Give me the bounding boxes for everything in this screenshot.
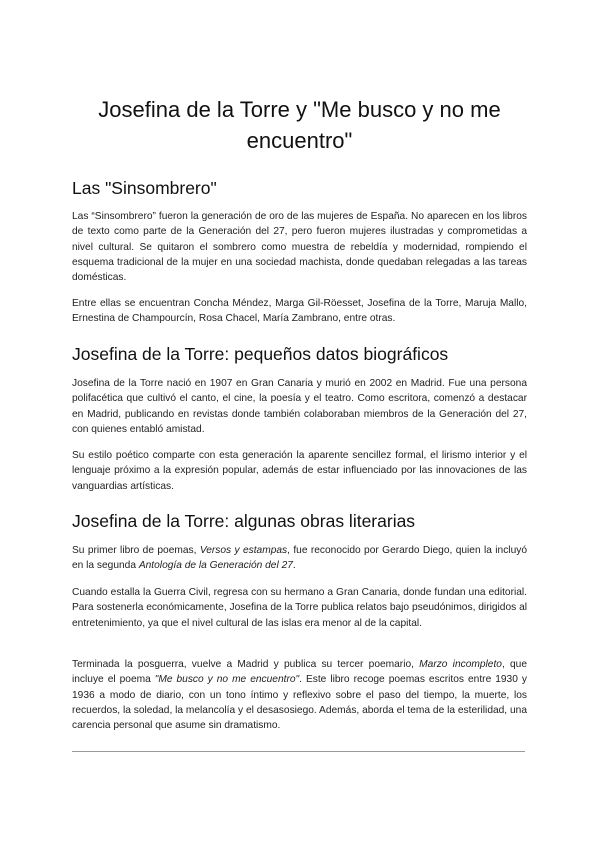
section-heading-sinsombrero: Las "Sinsombrero" [72, 178, 217, 198]
poem-title-me-busco: "Me busco y no me encuentro" [154, 674, 300, 686]
book-title-versos-y-estampas: Versos y estampas [199, 545, 288, 556]
text-run: , fue reconocido por Gerardo Diego, quien la incluyó en la segunda [72, 545, 527, 572]
horizontal-divider [72, 751, 525, 752]
paragraph-sinsombrero-intro: Las “Sinsombrero” fueron la generación de oro de las mujeres de España. No aparecen en los libros de texto como parte de la Generación del 27, pero fueron mujeres ilustradas y comprometidas a nivel cultural. Se quitaron el sombrero como muestra de rebeldía y modernidad, rompiendo el esquema tradicional de la mujer en una sociedad machista, donde quedaban relegadas a las tareas domésticas. [72, 211, 527, 284]
paragraph-works-first-book [72, 543, 527, 574]
paragraph-biography-style: Su estilo poético comparte con esta generación la aparente sencillez formal, el lirismo interior y el lenguaje próximo a la expresión popular, además de estar influenciado por las innovaciones de las vanguardias artísticas. [72, 450, 527, 492]
book-title-marzo-incompleto: Marzo incompleto [419, 659, 502, 670]
book-title-antologia: Antología de la Generación del 27 [138, 560, 293, 572]
text-run: Su primer libro de poemas, [72, 545, 200, 556]
text-run: Terminada la posguerra, vuelve a Madrid y publica su tercer poemario, [72, 659, 420, 670]
paragraph-works-civil-war: Cuando estalla la Guerra Civil, regresa con su hermano a Gran Canaria, donde fundan una editorial. Para sostenerla económicamente, Josefina de la Torre publica relatos bajo pseudónimos, dirigidos al entretenimiento, ya que el nivel cultural de las islas era menor al de la capital. [72, 587, 527, 629]
text-run: , que incluye el poema [72, 659, 527, 686]
paragraph-biography-life: Josefina de la Torre nació en 1907 en Gran Canaria y murió en 2002 en Madrid. Fue una persona polifacética que cultivó el canto, el cine, la poesía y el teatro. Como escritora, comenzó a destacar en Madrid, publicando en revistas donde también colaboraban miembros de la Generación del 27, con quienes entabló amistad. [72, 378, 527, 435]
section-heading-works: Josefina de la Torre: algunas obras literarias [72, 511, 416, 531]
paragraph-works-postwar [72, 657, 527, 733]
text-run: . [292, 560, 296, 572]
paragraph-sinsombrero-members: Entre ellas se encuentran Concha Méndez, Marga Gil-Röesset, Josefina de la Torre, Maruja Mallo, Ernestina de Champourcín, Rosa Chacel, María Zambrano, entre otras. [72, 298, 527, 325]
document-title: Josefina de la Torre y "Me busco y no me encuentro" [98, 97, 501, 153]
section-heading-biography: Josefina de la Torre: pequeños datos biográficos [72, 344, 449, 364]
text-run: . Este libro recoge poemas escritos entre 1930 y 1936 a modo de diario, con un tono íntimo y reflexivo sobre el paso del tiempo, la muerte, los recuerdos, la soledad, la melancolía y el desasosiego. Además, aborda el tema de la esterilidad, una carencia personal que asume sin dramatismo. [72, 674, 527, 732]
